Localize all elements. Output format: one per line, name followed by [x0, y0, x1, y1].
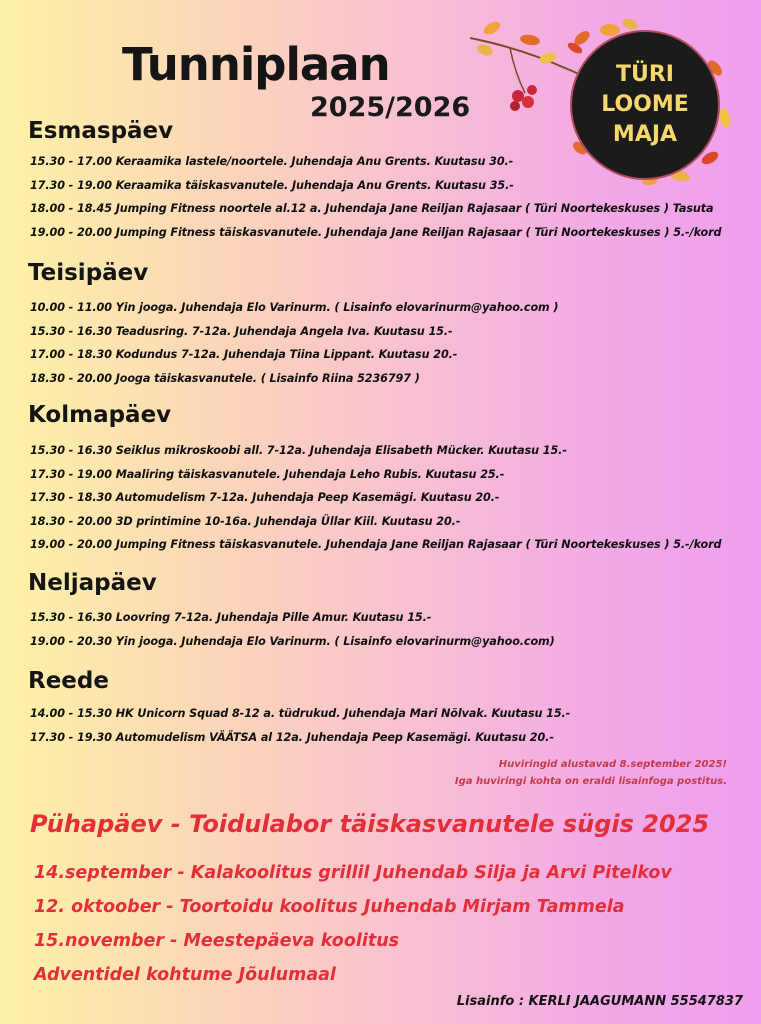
- list-item: 17.30 - 19.00 Maaliring täiskasvanutele. Juhendaja Leho Rubis. Kuutasu 25.-: [30, 467, 505, 481]
- day-heading-friday: Reede: [28, 668, 109, 694]
- list-item: 15.30 - 16.30 Seiklus mikroskoobi all. 7-12a. Juhendaja Elisabeth Mücker. Kuutasu 15.-: [30, 444, 567, 457]
- start-note-line: Huviringid alustavad 8.september 2025!: [498, 759, 727, 770]
- event-item: 14.september - Kalakoolitus grillil Juhendab Silja ja Arvi Pitelkov: [34, 863, 672, 883]
- list-item: 15.30 - 16.30 Teadusring. 7-12a. Juhendaja Angela Iva. Kuutasu 15.-: [30, 324, 453, 338]
- schedule-list-friday: [30, 702, 760, 749]
- list-item: 17.30 - 18.30 Automudelism 7-12a. Juhendaja Peep Kasemägi. Kuutasu 20.-: [30, 491, 500, 504]
- list-item: 17.30 - 19.30 Automudelism VÄÄTSA al 12a. Juhendaja Peep Kasemägi. Kuutasu 20.-: [30, 730, 554, 744]
- day-heading-wednesday: Kolmapäev: [28, 402, 172, 428]
- list-item: 18.30 - 20.00 Jooga täiskasvanutele. ( Lisainfo Riina 5236797 ): [30, 371, 420, 385]
- sunday-heading: Pühapäev - Toidulabor täiskasvanutele sügis 2025: [30, 810, 710, 838]
- list-item: 18.00 - 18.45 Jumping Fitness noortele al.12 a. Juhendaja Jane Reiljan Rajasaar ( Türi Noortekeskuses ) Tasuta: [30, 202, 714, 215]
- list-item: 15.30 - 17.00 Keraamika lastele/noortele. Juhendaja Anu Grents. Kuutasu 30.-: [30, 155, 514, 168]
- schedule-list-wednesday: [30, 439, 760, 557]
- event-item: 12. oktoober - Toortoidu koolitus Juhendab Mirjam Tammela: [34, 897, 625, 917]
- list-item: 15.30 - 16.30 Loovring 7-12a. Juhendaja Pille Amur. Kuutasu 15.-: [30, 611, 432, 624]
- schedule-list-monday: [30, 150, 760, 244]
- list-item: 19.00 - 20.00 Jumping Fitness täiskasvanutele. Juhendaja Jane Reiljan Rajasaar ( Türi Noortekeskuses ) 5.-/kord: [30, 225, 722, 239]
- day-heading-thursday: Neljapäev: [28, 570, 157, 596]
- contact-info: Lisainfo : KERLI JAAGUMANN 55547837: [456, 994, 743, 1009]
- list-item: 19.00 - 20.30 Yin jooga. Juhendaja Elo Varinurm. ( Lisainfo elovarinurm@yahoo.com): [30, 634, 555, 648]
- sunday-events-list: [34, 856, 672, 992]
- schedule-list-tuesday: [30, 296, 760, 390]
- day-heading-tuesday: Teisipäev: [28, 260, 149, 286]
- list-item: 17.30 - 19.00 Keraamika täiskasvanutele. Juhendaja Anu Grents. Kuutasu 35.-: [30, 178, 514, 192]
- event-item: Adventidel kohtume Jõulumaal: [34, 965, 336, 985]
- list-item: 17.00 - 18.30 Kodundus 7-12a. Juhendaja Tiina Lippant. Kuutasu 20.-: [30, 348, 458, 361]
- info-note-line: Iga huviringi kohta on eraldi lisainfoga postitus.: [454, 776, 727, 787]
- list-item: 14.00 - 15.30 HK Unicorn Squad 8-12 a. tüdrukud. Juhendaja Mari Nõlvak. Kuutasu 15.-: [30, 707, 571, 720]
- list-item: 19.00 - 20.00 Jumping Fitness täiskasvanutele. Juhendaja Jane Reiljan Rajasaar ( Türi Noortekeskuses ) 5.-/kord: [30, 538, 722, 551]
- start-note: [455, 756, 727, 790]
- page-title: Tunniplaan: [122, 38, 390, 91]
- list-item: 18.30 - 20.00 3D printimine 10-16a. Juhendaja Üllar Kiil. Kuutasu 20.-: [30, 514, 461, 528]
- day-heading-monday: Esmaspäev: [28, 118, 174, 144]
- event-item: 15.november - Meestepäeva koolitus: [34, 931, 400, 951]
- list-item: 10.00 - 11.00 Yin jooga. Juhendaja Elo Varinurm. ( Lisainfo elovarinurm@yahoo.com ): [30, 301, 559, 314]
- logo-text: TÜRI LOOME MAJA: [601, 62, 689, 147]
- year-label: 2025/2026: [310, 92, 471, 123]
- schedule-list-thursday: [30, 606, 760, 653]
